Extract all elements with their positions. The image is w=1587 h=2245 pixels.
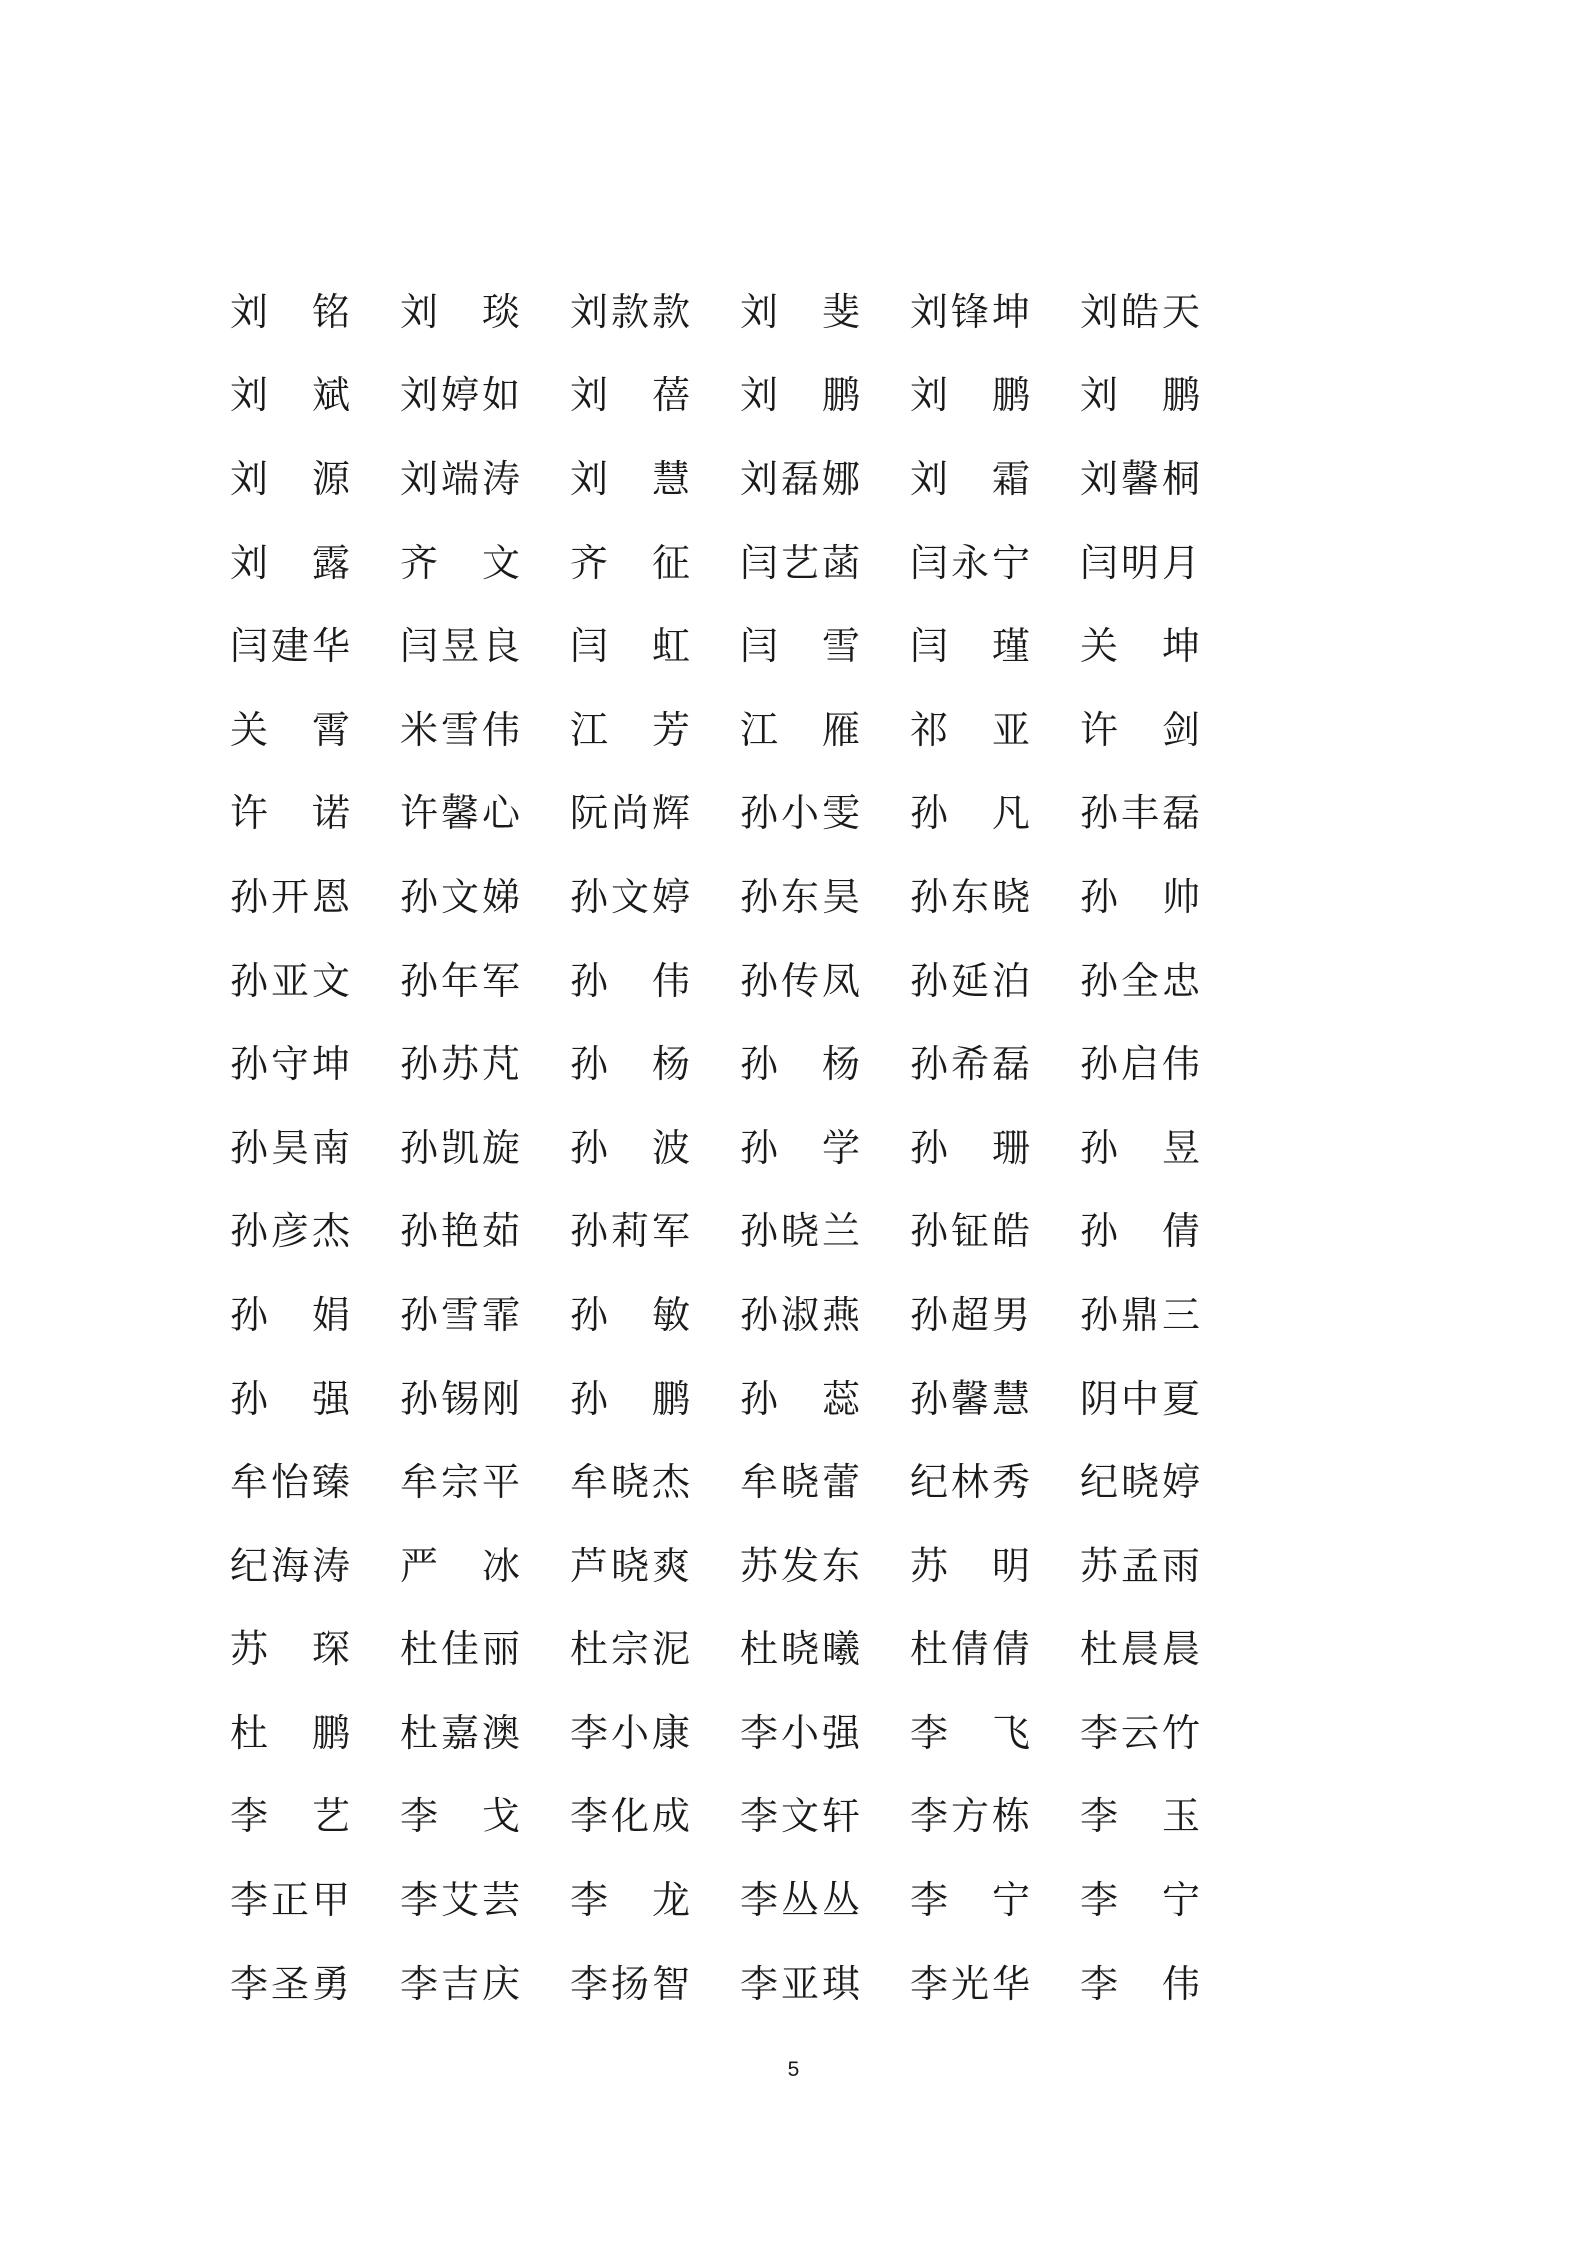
name-cell: 李 宁 — [910, 1878, 1030, 1923]
name-cell: 芦 晓 爽 — [570, 1543, 690, 1588]
name-cell: 闫 艺 菡 — [740, 540, 860, 585]
name-row — [230, 1106, 1230, 1190]
name-cell: 纪 林 秀 — [910, 1460, 1030, 1505]
name-cell: 刘 锋 坤 — [910, 289, 1030, 334]
name-cell: 苏 孟 雨 — [1080, 1543, 1200, 1588]
name-cell: 孙 昊 南 — [230, 1125, 350, 1170]
name-cell: 李 化 成 — [570, 1794, 690, 1839]
name-cell: 刘 鹏 — [1080, 373, 1200, 418]
name-cell: 牟 晓 杰 — [570, 1460, 690, 1505]
name-cell: 闫 虹 — [570, 624, 690, 669]
name-cell: 牟 怡 臻 — [230, 1460, 350, 1505]
name-cell: 孙 凯 旋 — [400, 1125, 520, 1170]
name-cell: 李 宁 — [1080, 1878, 1200, 1923]
name-cell: 闫 雪 — [740, 624, 860, 669]
name-cell: 刘 磊 娜 — [740, 456, 860, 501]
name-cell: 孙 年 军 — [400, 958, 520, 1003]
name-cell: 孙 波 — [570, 1125, 690, 1170]
name-cell: 孙 蕊 — [740, 1376, 860, 1421]
name-cell: 李 光 华 — [910, 1961, 1030, 2006]
name-cell: 孙 鼎 三 — [1080, 1292, 1200, 1337]
name-cell: 李 小 康 — [570, 1710, 690, 1755]
name-row — [230, 270, 1230, 354]
name-row — [230, 1022, 1230, 1106]
name-row — [230, 604, 1230, 688]
name-cell: 刘 婷 如 — [400, 373, 520, 418]
name-cell: 许 诺 — [230, 791, 350, 836]
name-cell: 刘 源 — [230, 456, 350, 501]
name-cell: 杜 鹏 — [230, 1710, 350, 1755]
name-cell: 孙 钲 皓 — [910, 1209, 1030, 1254]
name-cell: 孙 亚 文 — [230, 958, 350, 1003]
name-cell: 李 小 强 — [740, 1710, 860, 1755]
name-cell: 孙 倩 — [1080, 1209, 1200, 1254]
name-cell: 杜 晨 晨 — [1080, 1627, 1200, 1672]
name-cell: 齐 征 — [570, 540, 690, 585]
name-cell: 李 方 栋 — [910, 1794, 1030, 1839]
name-cell: 孙 守 坤 — [230, 1042, 350, 1087]
name-cell: 李 文 轩 — [740, 1794, 860, 1839]
name-cell: 许 剑 — [1080, 707, 1200, 752]
name-cell: 孙 强 — [230, 1376, 350, 1421]
name-cell: 牟 宗 平 — [400, 1460, 520, 1505]
name-cell: 李 扬 智 — [570, 1961, 690, 2006]
name-cell: 杜 倩 倩 — [910, 1627, 1030, 1672]
name-row — [230, 1357, 1230, 1441]
name-cell: 江 雁 — [740, 707, 860, 752]
name-cell: 孙 彦 杰 — [230, 1209, 350, 1254]
name-row — [230, 855, 1230, 939]
name-cell: 孙 苏 芃 — [400, 1042, 520, 1087]
name-cell: 苏 明 — [910, 1543, 1030, 1588]
name-cell: 闫 昱 良 — [400, 624, 520, 669]
name-cell: 孙 锡 刚 — [400, 1376, 520, 1421]
name-list-grid — [230, 270, 1230, 2025]
name-row — [230, 688, 1230, 772]
name-cell: 孙 延 泊 — [910, 958, 1030, 1003]
name-cell: 李 正 甲 — [230, 1878, 350, 1923]
name-row — [230, 1273, 1230, 1357]
name-cell: 孙 晓 兰 — [740, 1209, 860, 1254]
name-cell: 刘 皓 天 — [1080, 289, 1200, 334]
name-cell: 刘 端 涛 — [400, 456, 520, 501]
name-cell: 孙 莉 军 — [570, 1209, 690, 1254]
name-cell: 孙 淑 燕 — [740, 1292, 860, 1337]
name-cell: 杜 宗 泥 — [570, 1627, 690, 1672]
name-cell: 孙 艳 茹 — [400, 1209, 520, 1254]
name-cell: 刘 琰 — [400, 289, 520, 334]
name-cell: 祁 亚 — [910, 707, 1030, 752]
name-cell: 孙 杨 — [740, 1042, 860, 1087]
name-cell: 许 馨 心 — [400, 791, 520, 836]
name-cell: 刘 露 — [230, 540, 350, 585]
name-cell: 孙 珊 — [910, 1125, 1030, 1170]
name-row — [230, 939, 1230, 1023]
name-cell: 李 伟 — [1080, 1961, 1200, 2006]
name-row — [230, 1775, 1230, 1859]
name-cell: 孙 超 男 — [910, 1292, 1030, 1337]
name-cell: 李 艺 — [230, 1794, 350, 1839]
name-cell: 孙 鹏 — [570, 1376, 690, 1421]
name-cell: 杜 嘉 澳 — [400, 1710, 520, 1755]
name-cell: 刘 慧 — [570, 456, 690, 501]
name-cell: 阴 中 夏 — [1080, 1376, 1200, 1421]
name-cell: 孙 敏 — [570, 1292, 690, 1337]
name-cell: 刘 鹏 — [910, 373, 1030, 418]
name-row — [230, 1440, 1230, 1524]
name-cell: 苏 发 东 — [740, 1543, 860, 1588]
name-cell: 严 冰 — [400, 1543, 520, 1588]
name-cell: 孙 雪 霏 — [400, 1292, 520, 1337]
name-cell: 孙 文 娣 — [400, 874, 520, 919]
name-cell: 孙 馨 慧 — [910, 1376, 1030, 1421]
name-cell: 刘 馨 桐 — [1080, 456, 1200, 501]
name-row — [230, 1691, 1230, 1775]
name-row — [230, 354, 1230, 438]
name-cell: 孙 杨 — [570, 1042, 690, 1087]
name-cell: 李 戈 — [400, 1794, 520, 1839]
name-row — [230, 1942, 1230, 2026]
name-cell: 孙 丰 磊 — [1080, 791, 1200, 836]
name-row — [230, 437, 1230, 521]
name-cell: 孙 小 雯 — [740, 791, 860, 836]
name-cell: 孙 凡 — [910, 791, 1030, 836]
name-cell: 刘 斌 — [230, 373, 350, 418]
name-cell: 李 亚 琪 — [740, 1961, 860, 2006]
name-cell: 孙 启 伟 — [1080, 1042, 1200, 1087]
name-cell: 李 龙 — [570, 1878, 690, 1923]
name-cell: 刘 款 款 — [570, 289, 690, 334]
name-cell: 李 艾 芸 — [400, 1878, 520, 1923]
name-cell: 孙 开 恩 — [230, 874, 350, 919]
name-cell: 李 玉 — [1080, 1794, 1200, 1839]
name-cell: 刘 铭 — [230, 289, 350, 334]
name-cell: 孙 学 — [740, 1125, 860, 1170]
name-cell: 齐 文 — [400, 540, 520, 585]
name-cell: 刘 霜 — [910, 456, 1030, 501]
name-cell: 孙 东 昊 — [740, 874, 860, 919]
name-cell: 孙 东 晓 — [910, 874, 1030, 919]
page-number: 5 — [787, 2058, 800, 2081]
name-cell: 闫 明 月 — [1080, 540, 1200, 585]
name-cell: 孙 娟 — [230, 1292, 350, 1337]
name-cell: 牟 晓 蕾 — [740, 1460, 860, 1505]
name-cell: 刘 蓓 — [570, 373, 690, 418]
name-cell: 纪 晓 婷 — [1080, 1460, 1200, 1505]
name-row — [230, 521, 1230, 605]
name-cell: 孙 伟 — [570, 958, 690, 1003]
name-cell: 阮 尚 辉 — [570, 791, 690, 836]
name-cell: 李 圣 勇 — [230, 1961, 350, 2006]
name-cell: 关 坤 — [1080, 624, 1200, 669]
name-cell: 闫 永 宁 — [910, 540, 1030, 585]
name-cell: 关 霄 — [230, 707, 350, 752]
name-cell: 江 芳 — [570, 707, 690, 752]
name-row — [230, 772, 1230, 856]
name-cell: 闫 瑾 — [910, 624, 1030, 669]
name-cell: 苏 琛 — [230, 1627, 350, 1672]
name-row — [230, 1524, 1230, 1608]
name-cell: 孙 昱 — [1080, 1125, 1200, 1170]
name-cell: 刘 鹏 — [740, 373, 860, 418]
name-cell: 米 雪 伟 — [400, 707, 520, 752]
name-cell: 孙 传 凤 — [740, 958, 860, 1003]
name-row — [230, 1858, 1230, 1942]
name-cell: 闫 建 华 — [230, 624, 350, 669]
name-cell: 孙 帅 — [1080, 874, 1200, 919]
name-cell: 孙 希 磊 — [910, 1042, 1030, 1087]
name-cell: 李 飞 — [910, 1710, 1030, 1755]
name-cell: 李 吉 庆 — [400, 1961, 520, 2006]
name-cell: 纪 海 涛 — [230, 1543, 350, 1588]
name-cell: 李 云 竹 — [1080, 1710, 1200, 1755]
name-cell: 李 丛 丛 — [740, 1878, 860, 1923]
name-cell: 孙 文 婷 — [570, 874, 690, 919]
name-row — [230, 1190, 1230, 1274]
name-cell: 孙 全 忠 — [1080, 958, 1200, 1003]
name-cell: 刘 斐 — [740, 289, 860, 334]
name-cell: 杜 晓 曦 — [740, 1627, 860, 1672]
name-cell: 杜 佳 丽 — [400, 1627, 520, 1672]
name-row — [230, 1608, 1230, 1692]
